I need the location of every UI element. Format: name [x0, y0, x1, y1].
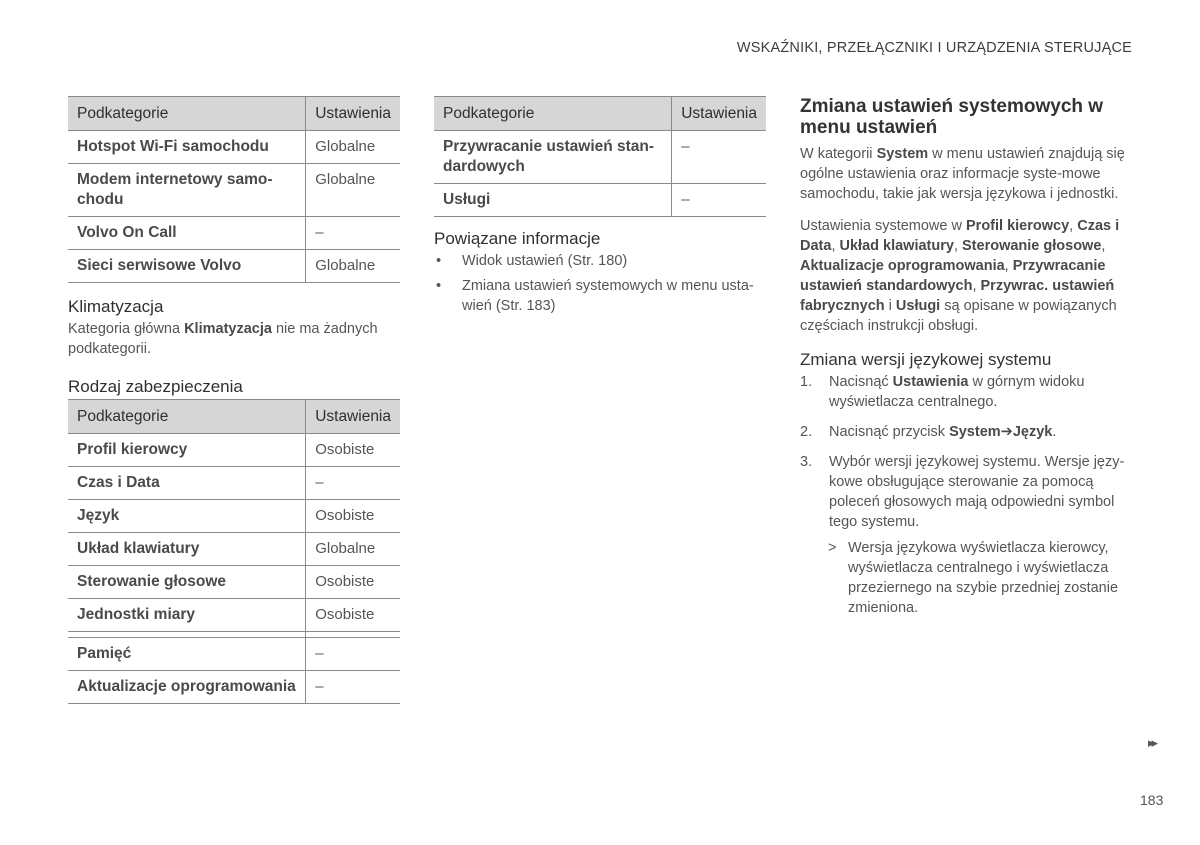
step-item: 2. Nacisnąć przycisk System➔Język. [800, 424, 1057, 440]
subcategory-cell: Usługi [434, 184, 672, 217]
table-row [68, 533, 400, 566]
bullet-icon: • [436, 253, 442, 269]
subcategory-cell: Jednostki miary [68, 599, 306, 632]
language-steps-list [800, 372, 1132, 532]
system-settings-paragraph: Ustawienia systemowe w Profil kierowcy, Czas i Data, Układ klawiatury, Sterowanie głosowe, Aktualizacje oprogramowania, Przywracanie ustawień standardowych, Przywrac. ustawień fabrycznych i Usługi są opisane w powiązanych częściach instrukcji obsługi. [800, 218, 1120, 334]
subcategory-cell: Aktualizacje oprogramowania [68, 671, 306, 704]
result-marker-icon: > [828, 540, 837, 556]
setting-cell: – [672, 184, 766, 217]
settings-header: Ustawienia [306, 400, 400, 434]
climate-paragraph: Kategoria główna Klimatyzacja nie ma żadnych podkategorii. [68, 321, 378, 357]
subcategory-cell: Volvo On Call [68, 217, 306, 250]
reset-settings-table [434, 96, 766, 217]
table-row [68, 434, 400, 467]
subcategory-header: Podkategorie [68, 97, 306, 131]
setting-cell: – [306, 217, 400, 250]
settings-header: Ustawienia [306, 97, 400, 131]
setting-cell: Osobiste [306, 500, 400, 533]
setting-cell: Globalne [306, 131, 400, 164]
setting-cell: Osobiste [306, 566, 400, 599]
arrow-right-icon: ➔ [1000, 424, 1013, 440]
subcategory-cell: Pamięć [68, 638, 306, 671]
setting-cell: – [306, 467, 400, 500]
table-row [68, 217, 400, 250]
step-number: 1. [800, 374, 813, 390]
step-item: 3. Wybór wersji językowej systemu. Wersje języ-kowe obsługujące sterowanie za pomocą poleceń głosowych mają odpowiedni symbol tego systemu. [800, 454, 1125, 530]
subcategory-cell: Hotspot Wi-Fi samochodu [68, 131, 306, 164]
left-column [68, 96, 400, 704]
language-change-heading: Zmiana wersji językowej systemu [800, 350, 1052, 369]
intro-paragraph: W kategorii System w menu ustawień znajdują się ogólne ustawienia oraz informacje syste-mowe samochodu, takie jak wersja językowa i jednostki. [800, 146, 1125, 202]
setting-cell: Osobiste [306, 434, 400, 467]
table-row [68, 250, 400, 283]
table-row [68, 671, 400, 704]
subcategory-cell: Sieci serwisowe Volvo [68, 250, 306, 283]
table-row [434, 131, 766, 184]
table-row [68, 164, 400, 217]
setting-cell: Osobiste [306, 599, 400, 632]
security-type-heading: Rodzaj zabezpieczenia [68, 377, 243, 396]
continue-next-page-icon: ▸▸ [1148, 735, 1156, 750]
table-row [68, 467, 400, 500]
bullet-icon: • [436, 278, 442, 294]
subcategory-cell: Czas i Data [68, 467, 306, 500]
subcategory-header: Podkategorie [68, 400, 306, 434]
related-info-heading: Powiązane informacje [434, 229, 601, 248]
subcategory-cell: Sterowanie głosowe [68, 566, 306, 599]
table-row [68, 500, 400, 533]
middle-column [434, 96, 766, 321]
related-link[interactable]: • Zmiana ustawień systemowych w menu usta- wień (Str. 183) [436, 278, 754, 314]
subcategory-cell: Przywracanie ustawień stan- dardowych [434, 131, 672, 184]
subcategory-cell: Język [68, 500, 306, 533]
setting-cell: – [306, 671, 400, 704]
settings-header: Ustawienia [672, 97, 766, 131]
security-settings-table [68, 399, 400, 704]
table-row [68, 599, 400, 632]
page-number: 183 [1140, 792, 1164, 808]
setting-cell: Globalne [306, 533, 400, 566]
subcategory-cell: Modem internetowy samo- chodu [68, 164, 306, 217]
table-header-row [68, 97, 400, 131]
subcategory-header: Podkategorie [434, 97, 672, 131]
subcategory-cell: Układ klawiatury [68, 533, 306, 566]
table-header-row [434, 97, 766, 131]
climate-heading: Klimatyzacja [68, 297, 164, 316]
related-info-list [434, 251, 766, 316]
setting-cell: Globalne [306, 250, 400, 283]
step-result: > Wersja językowa wyświetlacza kierowcy, wyświetlacza centralnego i wyświetlacza przeziernego na szybie przedniej zostanie zmieniona. [828, 540, 1119, 616]
subcategory-cell: Profil kierowcy [68, 434, 306, 467]
table-row [68, 566, 400, 599]
table-row [68, 131, 400, 164]
step-item: 1. Nacisnąć Ustawienia w górnym widoku wyświetlacza centralnego. [800, 374, 1085, 410]
table-row [68, 638, 400, 671]
step-number: 3. [800, 454, 813, 470]
step-number: 2. [800, 424, 813, 440]
table-header-row [68, 400, 400, 434]
page-header-title: WSKAŹNIKI, PRZEŁĄCZNIKI I URZĄDZENIA STERUJĄCE [736, 40, 1132, 56]
right-column [800, 96, 1132, 618]
setting-cell: – [672, 131, 766, 184]
connectivity-settings-table [68, 96, 400, 283]
table-row [434, 184, 766, 217]
related-link[interactable]: • Widok ustawień (Str. 180) [436, 253, 628, 269]
section-heading: Zmiana ustawień systemowych w menu ustawień [800, 96, 1104, 138]
setting-cell: – [306, 638, 400, 671]
setting-cell: Globalne [306, 164, 400, 217]
